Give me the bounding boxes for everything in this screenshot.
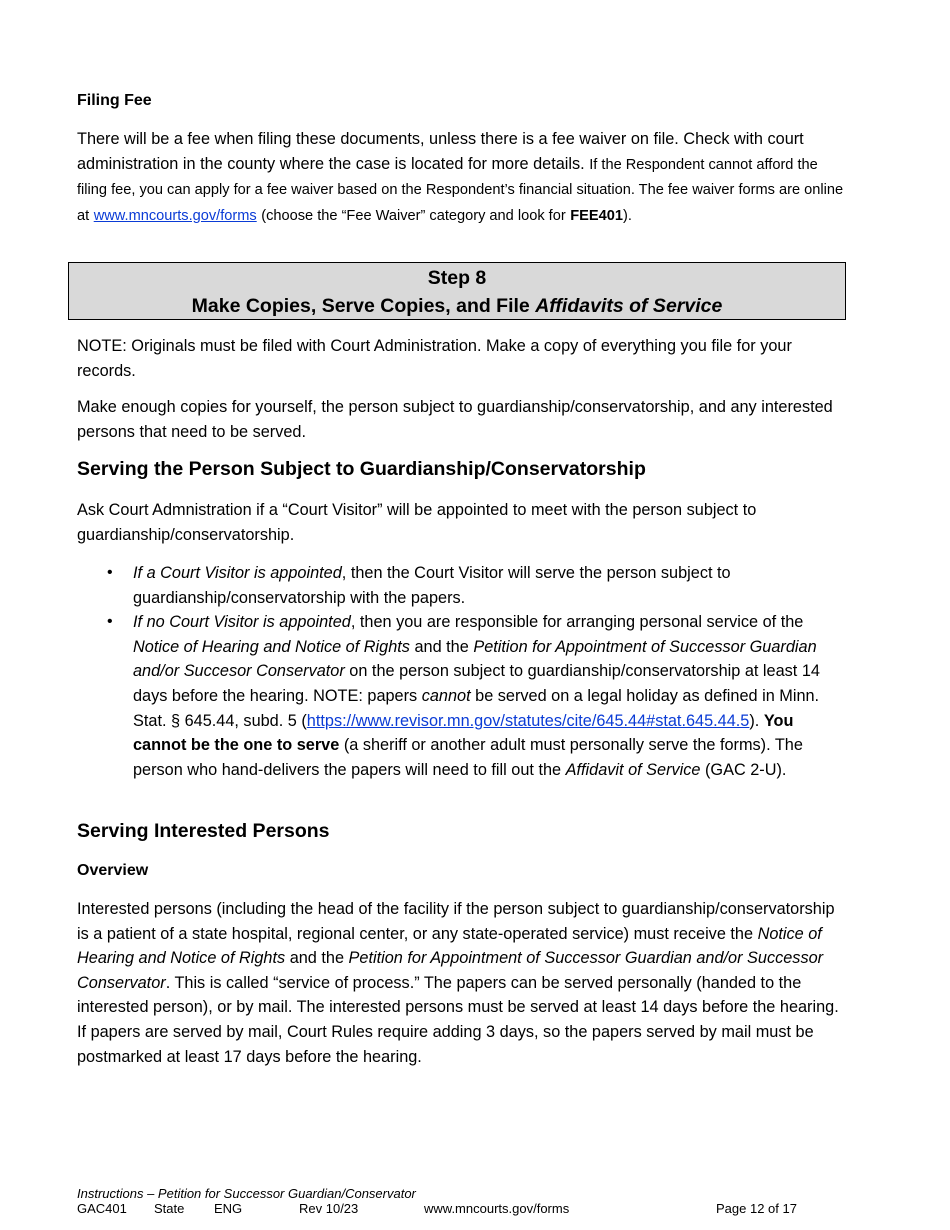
step-title: [69, 292, 845, 320]
note-paragraph: NOTE: Originals must be filed with Court Administration. Make a copy of everything you file for your records.: [77, 337, 792, 380]
interested-doc2: Petition for Appointment of Successor Guardian and/or Successor Conservator: [77, 949, 824, 992]
filing-fee-paragraph: [77, 127, 847, 228]
footer-url: www.mncourts.gov/forms: [424, 1201, 570, 1216]
fee-waiver-text: If the Respondent cannot afford the filing fee, you can apply for a fee waiver based on the Respondent’s financial situation. The fee waiver forms are online at: [77, 156, 844, 224]
footer-language: ENG: [214, 1201, 243, 1216]
interested-persons-paragraph: [77, 897, 847, 1069]
court-visitor-intro: Ask Court Admnistration if a “Court Visitor” will be appointed to meet with the person subject to guardianship/conservatorship.: [77, 501, 757, 544]
footer-meta: [77, 1201, 847, 1217]
bullet2-doc1: Notice of Hearing and Notice of Rights: [133, 637, 410, 656]
bullet2-cannot: cannot: [421, 686, 471, 705]
bullet2-and: and the: [414, 637, 469, 656]
serving-interested-heading: Serving Interested Persons: [77, 820, 330, 842]
revisor-statute-link[interactable]: https://www.revisor.mn.gov/statutes/cite/645.44#stat.645.44.5: [306, 711, 750, 730]
fee-form-end: ).: [622, 207, 632, 224]
fee-form-code: FEE401: [570, 207, 623, 224]
footer-revision: Rev 10/23: [299, 1201, 359, 1216]
bullet2-text-e: (a sheriff or another adult must personally serve the forms). The person who hand-delivers the papers will need to fill out the: [133, 736, 803, 779]
copies-paragraph: Make enough copies for yourself, the person subject to guardianship/conservatorship, and any interested persons that need to be served.: [77, 398, 833, 441]
bullet2-text-b: on the person subject to guardianship/conservatorship at least 14 days before the hearing. NOTE: papers: [133, 662, 820, 705]
step-8-banner: [68, 262, 846, 320]
bullet2-italic: If no Court Visitor is appointed: [133, 613, 351, 632]
footer-title: Instructions – Petition for Successor Guardian/Conservator: [77, 1186, 416, 1201]
bullet2-text-a: , then you are responsible for arranging personal service of the: [350, 613, 804, 632]
serving-person-heading: Serving the Person Subject to Guardianship/Conservatorship: [77, 458, 646, 480]
footer-page-number: Page 12 of 17: [716, 1201, 797, 1216]
bullet2-text-d: ).: [749, 711, 760, 730]
overview-subheading: Overview: [77, 862, 149, 879]
service-bullet-list: [77, 561, 847, 782]
filing-fee-text: There will be a fee when filing these documents, unless there is a fee waiver on file. Check with court administration in the county where the case is located for more details.: [77, 130, 804, 173]
interested-text-a: Interested persons (including the head of the facility if the person subject to guardianship/conservatorship is a patient of a state hospital, regional center, or any state-operated service) must receive the: [77, 900, 835, 943]
footer-jurisdiction: State: [154, 1201, 185, 1216]
bullet2-affidavit: Affidavit of Service: [565, 760, 701, 779]
step-title-plain: Make Copies, Serve Copies, and File: [191, 295, 530, 317]
step-number: Step 8: [427, 267, 487, 289]
bullet-visitor-appointed: [77, 561, 847, 610]
interested-doc1: Notice of Hearing and Notice of Rights: [77, 924, 822, 968]
bullet2-bold: You cannot be the one to serve: [133, 711, 794, 755]
interested-text-b: . This is called “service of process.” The papers can be served personally (handed to the interested person), or by mail. The interested persons must be served at least 14 days before the hearing. If papers are served by mail, Court Rules require adding 3 days, so the papers served by mail must be postmarked at least 17 days before the hearing.: [77, 973, 839, 1066]
step-title-italic: Affidavits of Service: [535, 295, 723, 317]
bullet2-text-f: (GAC 2-U).: [705, 760, 787, 779]
footer-form-code: GAC401: [77, 1201, 127, 1216]
interested-and: and the: [289, 949, 345, 968]
filing-fee-heading: Filing Fee: [77, 92, 152, 109]
mncourts-forms-link[interactable]: www.mncourts.gov/forms: [93, 207, 257, 224]
bullet-dot-icon: •: [107, 564, 113, 581]
bullet2-doc2: Petition for Appointment of Successor Guardian and/or Succesor Conservator: [133, 637, 817, 681]
bullet2-text-c: be served on a legal holiday as defined in Minn. Stat. § 645.44, subd. 5 (: [133, 686, 820, 730]
fee-waiver-category-text: (choose the “Fee Waiver” category and look for: [261, 207, 566, 224]
bullet1-text: , then the Court Visitor will serve the person subject to guardianship/conservatorship with the papers.: [133, 564, 731, 607]
bullet-dot-icon: •: [107, 613, 113, 631]
bullet1-italic: If a Court Visitor is appointed: [133, 564, 342, 582]
page-footer: [77, 1186, 847, 1217]
bullet-no-visitor: [77, 610, 847, 782]
